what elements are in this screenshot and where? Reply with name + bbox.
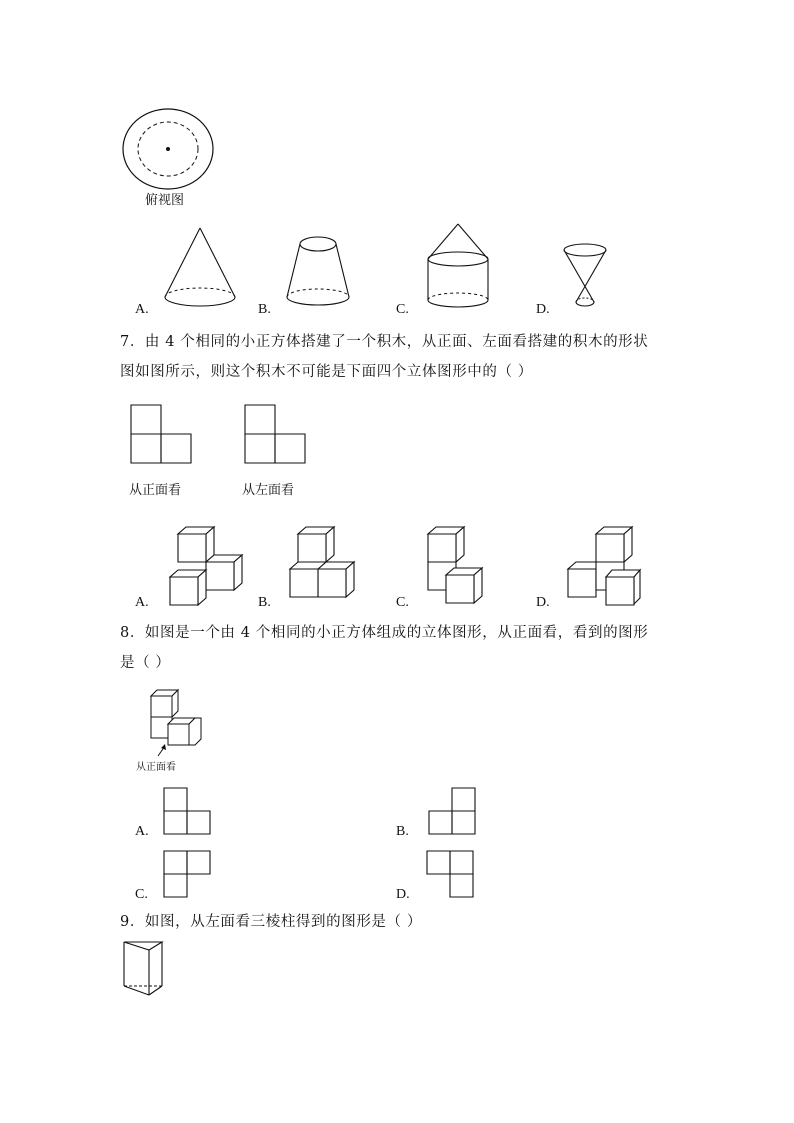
q8-solid-figure bbox=[146, 686, 210, 758]
q6-option-b-frustum bbox=[282, 234, 354, 310]
q7-option-a-blocks bbox=[168, 524, 246, 606]
q8-option-d-label: D. bbox=[396, 887, 410, 902]
q7-stem-line2: 图如图所示，则这个积木不可能是下面四个立体图形中的（ ） bbox=[120, 364, 533, 380]
q8-option-d-grid bbox=[426, 850, 474, 898]
q6-option-a-cone bbox=[160, 226, 240, 310]
q7-option-b-label: B. bbox=[258, 595, 271, 610]
q8-stem-line2: 是（ ） bbox=[120, 655, 171, 671]
q6-option-c-label: C. bbox=[396, 302, 409, 317]
q8-stem-line1: 8．如图是一个由 4 个相同的小正方体组成的立体图形，从正面看，看到的图形 bbox=[120, 625, 649, 641]
q8-figure-caption: 从正面看 bbox=[136, 762, 176, 773]
q8-option-b-grid bbox=[428, 787, 476, 835]
q7-option-b-blocks bbox=[288, 524, 360, 606]
q7-option-c-label: C. bbox=[396, 595, 409, 610]
q8-option-b-label: B. bbox=[396, 824, 409, 839]
q7-option-c-blocks bbox=[426, 524, 494, 606]
q7-left-view bbox=[244, 404, 306, 464]
q6-option-d-label: D. bbox=[536, 302, 550, 317]
top-view-figure bbox=[120, 106, 216, 192]
q7-option-a-label: A. bbox=[135, 595, 149, 610]
q7-front-view bbox=[130, 404, 192, 464]
q8-option-c-grid bbox=[163, 850, 211, 898]
q6-option-b-label: B. bbox=[258, 302, 271, 317]
q7-left-view-caption: 从左面看 bbox=[242, 483, 295, 498]
q7-option-d-blocks bbox=[566, 524, 644, 606]
q6-option-c-cone-cylinder bbox=[420, 222, 496, 312]
q9-stem-line1: 9．如图，从左面看三棱柱得到的图形是（ ） bbox=[120, 914, 422, 930]
q7-stem-line1: 7．由 4 个相同的小正方体搭建了一个积木，从正面、左面看搭建的积木的形状 bbox=[120, 334, 649, 350]
q6-option-a-label: A. bbox=[135, 302, 149, 317]
q8-option-a-grid bbox=[163, 787, 211, 835]
q8-option-c-label: C. bbox=[135, 887, 148, 902]
q6-option-d-double-cone bbox=[560, 242, 610, 312]
q9-triangular-prism bbox=[122, 940, 166, 998]
q7-option-d-label: D. bbox=[536, 595, 550, 610]
q8-option-a-label: A. bbox=[135, 824, 149, 839]
top-view-caption: 俯视图 bbox=[145, 193, 185, 208]
q7-front-view-caption: 从正面看 bbox=[129, 483, 182, 498]
